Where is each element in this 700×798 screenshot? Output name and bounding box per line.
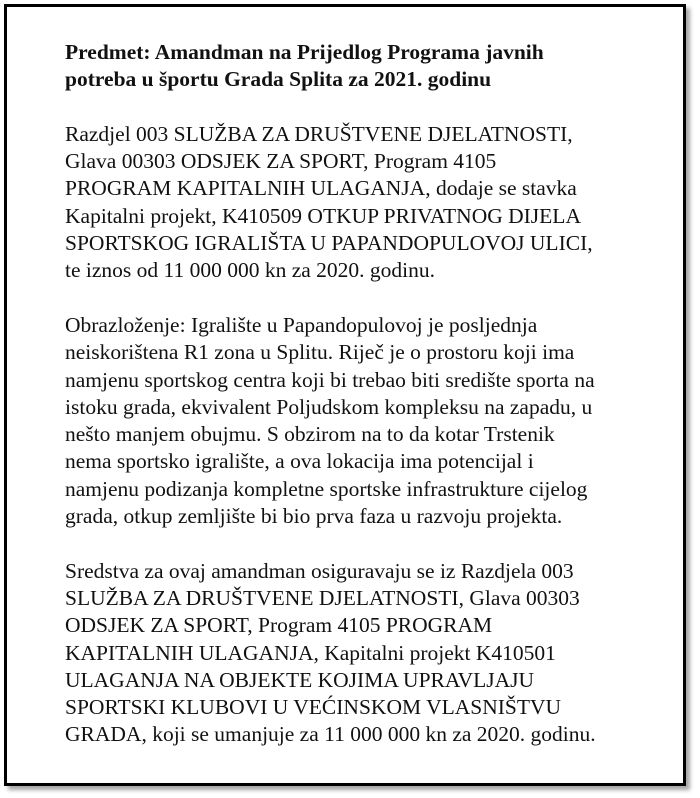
document-body (65, 39, 685, 776)
document-frame (4, 4, 686, 786)
funding-source-paragraph: Sredstva za ovaj amandman osiguravaju se iz Razdjela 003 SLUŽBA ZA DRUŠTVENE DJELATNOSTI, Glava 00303 ODSJEK ZA SPORT, Program 4105 PROGRAM KAPITALNIH ULAGANJA, Kapitalni projekt K410501 ULAGANJA NA OBJEKTE KOJIMA UPRAVLJAJU SPORTSKI KLUBOVI U VEĆINSKOM VLASNIŠTVU GRADA, koji se umanjuje za 11 000 000 kn za 2020. godinu. (65, 558, 596, 747)
justification-paragraph: Obrazloženje: Igralište u Papandopulovoj je posljednja neiskorištena R1 zona u Splitu. Riječ je o prostoru koji ima namjenu sportskog centra koji bi trebao biti središte sporta na istoku grada, ekvivalent Poljudskom kompleksu na zapadu, u nešto manjem obujmu. S obzirom na to da kotar Trstenik nema sportsko igralište, a ova lokacija ima potencijal i namjenu podizanja kompletne sportske infrastrukture cijelog grada, otkup zemljište bi bio prva faza u razvoju projekta. (65, 312, 595, 529)
subject-heading: Predmet: Amandman na Prijedlog Programa javnih potreba u športu Grada Splita za 2021. godinu (65, 40, 544, 92)
amendment-paragraph: Razdjel 003 SLUŽBA ZA DRUŠTVENE DJELATNOSTI, Glava 00303 ODSJEK ZA SPORT, Program 4105 PROGRAM KAPITALNIH ULAGANJA, dodaje se stavka Kapitalni projekt, K410509 OTKUP PRIVATNOG DIJELA SPORTSKOG IGRALIŠTA U PAPANDOPULOVOJ ULICI, te iznos od 11 000 000 kn za 2020. godinu. (65, 121, 593, 283)
